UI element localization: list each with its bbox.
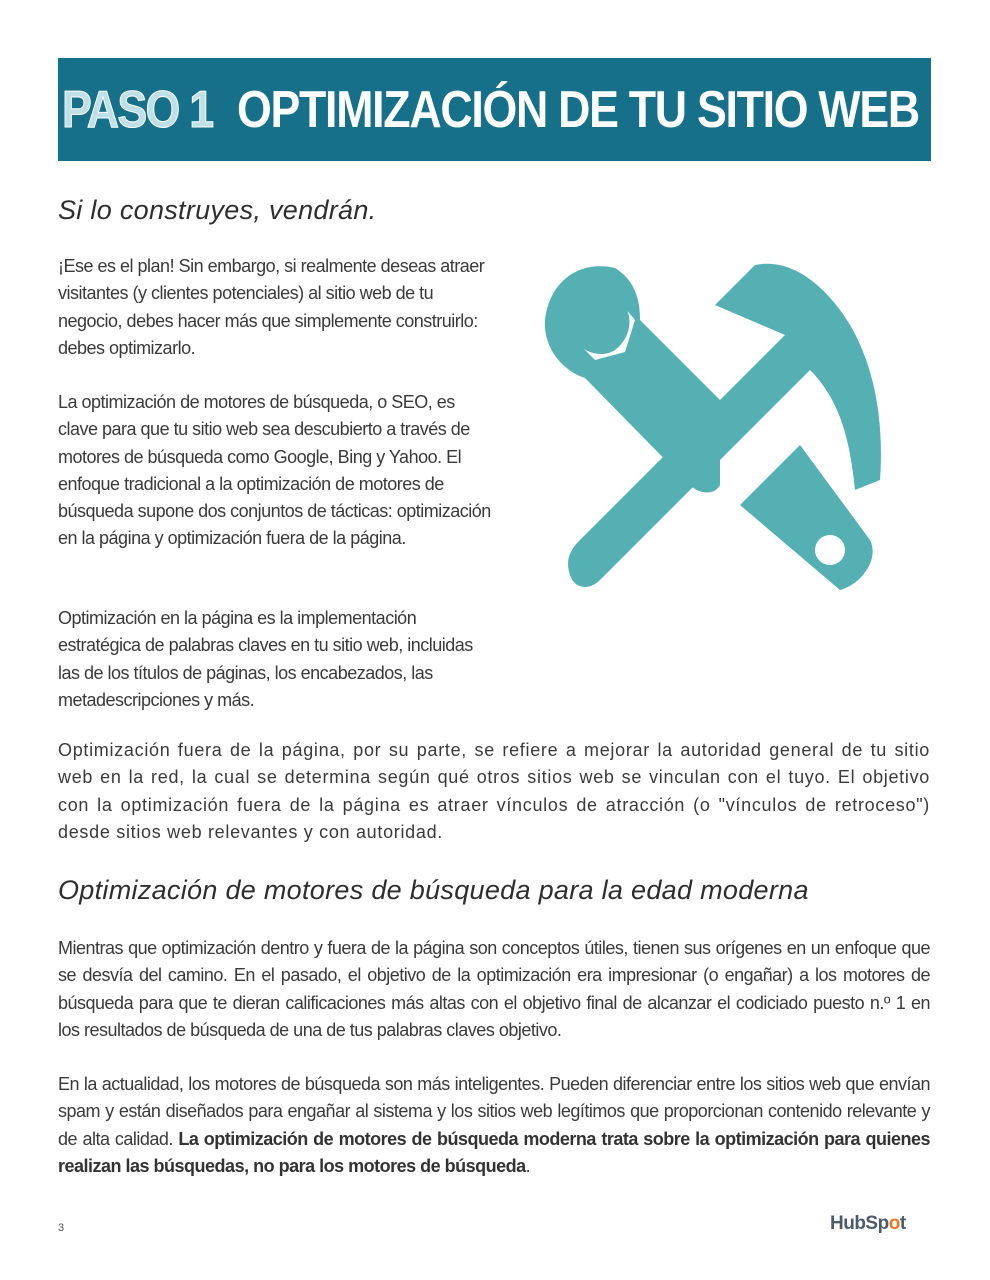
paragraph: ¡Ese es el plan! Sin embargo, si realmente deseas atraer visitantes (y clientes potenciales) al sitio web de tu negocio, debes hacer más que simplemente construirlo: debes optimizarlo. — [58, 256, 485, 358]
paragraph-text: En la actualidad, los motores de búsqueda son más inteligentes. Pueden diferenciar entre los sitios web que envían spam y están diseñados para engañar al sistema y los sitios web legítimos que proporcionan contenido relevante y de alta calidad. — [58, 1074, 930, 1149]
paragraph: Mientras que optimización dentro y fuera de la página son conceptos útiles, tienen sus orígenes en un enfoque que se desvía del camino. En el pasado, el objetivo de la optimización era impresionar (o engañar) a los motores de búsqueda para que te dieran calificaciones más altas con el objetivo final de alcanzar el codiciado puesto n.º 1 en los resultados de búsqueda de una de tus palabras claves objetivo. — [58, 938, 930, 1040]
paragraph: La optimización de motores de búsqueda, o SEO, es clave para que tu sitio web sea descubierto a través de motores de búsqueda como Google, Bing y Yahoo. El enfoque tradicional a la optimización de motores de búsqueda supone dos conjuntos de tácticas: optimización en la página y optimización fuera de la página. — [58, 392, 491, 549]
banner-title: OPTIMIZACIÓN DE TU SITIO WEB — [236, 80, 919, 139]
section-heading: Optimización de motores de búsqueda para la edad moderna — [58, 875, 809, 905]
emphasis-text: La optimización de motores de búsqueda moderna trata sobre la optimización para quienes realizan las búsquedas, no para los motores de búsqueda — [58, 1128, 930, 1176]
wrench-hammer-icon — [540, 260, 890, 600]
paragraph — [58, 1071, 930, 1180]
logo-sprocket: o — [888, 1213, 900, 1234]
hubspot-logo — [830, 1213, 906, 1235]
paragraph: Optimización en la página es la implementación estratégica de palabras claves en tu sitio web, incluidas las de los títulos de páginas, los encabezados, las metadescripciones y más. — [58, 608, 473, 710]
logo-text: HubSp — [830, 1213, 889, 1234]
step-banner — [58, 58, 931, 161]
paragraph-end: . — [525, 1155, 531, 1176]
paragraph: Optimización fuera de la página, por su parte, se refiere a mejorar la autoridad general de tu sitio web en la red, la cual se determina según qué otros sitios web se vinculan con el tuyo. El objetivo con la optimización fuera de la página es atraer vínculos de atracción (o "vínculos de retroceso") desde sitios web relevantes y con autoridad. — [58, 740, 930, 842]
step-label: PASO 1 — [62, 80, 213, 139]
page-number: 3 — [58, 1222, 65, 1234]
logo-text-end: t — [899, 1213, 906, 1234]
section-heading: Si lo construyes, vendrán. — [58, 195, 377, 225]
